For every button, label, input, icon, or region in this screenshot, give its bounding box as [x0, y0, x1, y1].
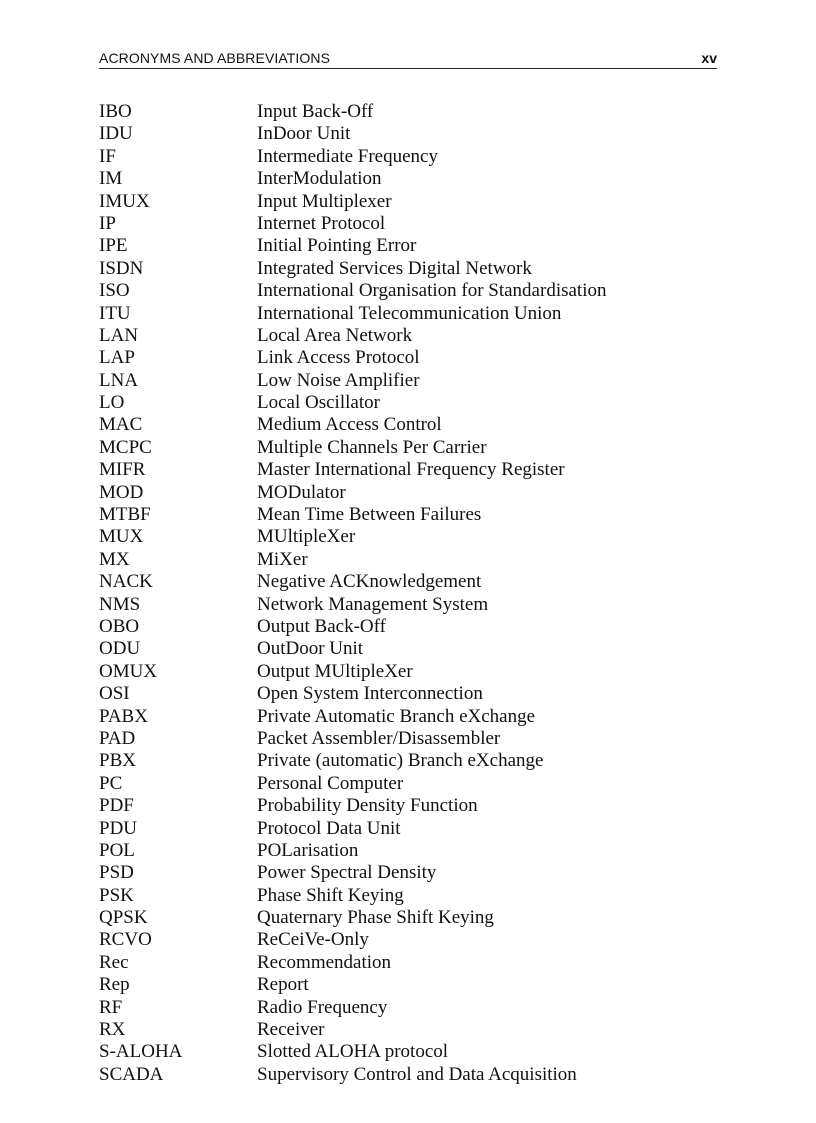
- acronym-definition: Quaternary Phase Shift Keying: [257, 907, 494, 929]
- acronym-abbreviation: PSK: [99, 884, 134, 906]
- acronym-abbreviation: IMUX: [99, 190, 150, 212]
- acronym-abbreviation: MIFR: [99, 459, 146, 481]
- acronym-entry: [99, 907, 719, 929]
- acronym-entry: [99, 101, 719, 123]
- acronym-entry: [99, 392, 719, 414]
- acronym-entry: [99, 750, 719, 772]
- acronym-abbreviation: Rep: [99, 974, 130, 996]
- acronym-abbreviation: LAP: [99, 347, 135, 369]
- acronym-abbreviation: PBX: [99, 750, 136, 772]
- acronym-definition: Receiver: [257, 1019, 325, 1041]
- acronym-definition: InterModulation: [257, 168, 382, 190]
- acronym-definition: Multiple Channels Per Carrier: [257, 436, 487, 458]
- acronym-entry: [99, 414, 719, 436]
- acronym-definition: MUltipleXer: [257, 526, 356, 548]
- acronym-definition: Packet Assembler/Disassembler: [257, 727, 501, 749]
- acronym-abbreviation: PSD: [99, 862, 134, 884]
- acronym-abbreviation: OSI: [99, 683, 130, 705]
- acronym-definition: ReCeiVe-Only: [257, 929, 369, 951]
- acronym-entry: [99, 728, 719, 750]
- acronym-definition: Input Back-Off: [257, 101, 374, 122]
- header-title: ACRONYMS AND ABBREVIATIONS: [99, 50, 331, 66]
- acronym-abbreviation: PC: [99, 772, 123, 794]
- acronym-definition: Local Area Network: [257, 324, 413, 346]
- acronym-abbreviation: NMS: [99, 593, 141, 615]
- acronym-definition: Slotted ALOHA protocol: [257, 1041, 449, 1063]
- acronym-definition: POLarisation: [257, 839, 359, 861]
- acronym-definition: Master International Frequency Register: [257, 459, 565, 481]
- acronym-definition: Medium Access Control: [257, 414, 442, 436]
- acronym-entry: [99, 258, 719, 280]
- acronym-definition: Low Noise Amplifier: [257, 369, 420, 391]
- acronym-entry: [99, 661, 719, 683]
- acronym-definition: Negative ACKnowledgement: [257, 571, 482, 593]
- acronym-abbreviation: IM: [99, 168, 123, 190]
- acronym-entry: [99, 347, 719, 369]
- acronym-abbreviation: LO: [99, 392, 125, 414]
- running-header: [99, 49, 717, 69]
- acronym-abbreviation: MX: [99, 548, 130, 570]
- acronym-entry: [99, 146, 719, 168]
- acronym-abbreviation: S-ALOHA: [99, 1041, 183, 1063]
- acronym-definition: Internet Protocol: [257, 212, 386, 234]
- acronym-entry: [99, 885, 719, 907]
- acronym-definition: Report: [257, 974, 309, 996]
- acronym-definition: Open System Interconnection: [257, 683, 483, 705]
- acronym-definition: International Telecommunication Union: [257, 302, 562, 324]
- acronym-entry: [99, 795, 719, 817]
- acronym-entry: [99, 594, 719, 616]
- acronym-abbreviation: MAC: [99, 414, 143, 436]
- acronym-abbreviation: OMUX: [99, 660, 158, 682]
- acronym-entry: [99, 840, 719, 862]
- acronym-entry: [99, 616, 719, 638]
- acronym-definition: Output Back-Off: [257, 615, 386, 637]
- acronym-definition: Phase Shift Keying: [257, 884, 404, 906]
- acronym-abbreviation: MUX: [99, 526, 144, 548]
- acronym-entry: [99, 952, 719, 974]
- acronym-entry: [99, 459, 719, 481]
- acronym-definition: Private Automatic Branch eXchange: [257, 705, 536, 727]
- acronym-abbreviation: MCPC: [99, 436, 152, 458]
- acronym-entry: [99, 213, 719, 235]
- acronym-entry: [99, 370, 719, 392]
- acronym-entry: [99, 549, 719, 571]
- acronym-definition: InDoor Unit: [257, 123, 351, 145]
- acronym-entry: [99, 862, 719, 884]
- acronym-abbreviation: POL: [99, 839, 135, 861]
- acronym-definition: MODulator: [257, 481, 346, 503]
- acronym-entry: [99, 437, 719, 459]
- acronym-entry: [99, 280, 719, 302]
- acronym-entry: [99, 191, 719, 213]
- acronym-definition: Power Spectral Density: [257, 862, 437, 884]
- acronym-abbreviation: OBO: [99, 615, 140, 637]
- acronym-entry: [99, 235, 719, 257]
- acronym-abbreviation: IPE: [99, 235, 128, 257]
- acronym-abbreviation: NACK: [99, 571, 153, 593]
- acronym-entry: [99, 974, 719, 996]
- page-number: xv: [701, 50, 717, 66]
- acronym-definition: Network Management System: [257, 593, 489, 615]
- acronym-abbreviation: PDF: [99, 795, 134, 817]
- acronym-abbreviation: IDU: [99, 123, 133, 145]
- acronym-definition: Output MUltipleXer: [257, 660, 413, 682]
- acronym-entry: [99, 526, 719, 548]
- acronym-entry: [99, 571, 719, 593]
- acronym-definition: Initial Pointing Error: [257, 235, 417, 257]
- acronym-definition: Recommendation: [257, 951, 392, 973]
- acronym-entry: [99, 325, 719, 347]
- acronym-abbreviation: RF: [99, 996, 123, 1018]
- acronym-definition: Supervisory Control and Data Acquisition: [257, 1063, 577, 1085]
- acronym-definition: Private (automatic) Branch eXchange: [257, 750, 544, 772]
- acronym-entry: [99, 303, 719, 325]
- acronym-definition: Link Access Protocol: [257, 347, 420, 369]
- acronym-abbreviation: Rec: [99, 951, 129, 973]
- acronym-entry: [99, 482, 719, 504]
- acronym-abbreviation: LNA: [99, 369, 139, 391]
- acronym-abbreviation: QPSK: [99, 907, 148, 929]
- acronym-abbreviation: PABX: [99, 705, 148, 727]
- acronym-list: [99, 101, 719, 1086]
- acronym-definition: Integrated Services Digital Network: [257, 257, 532, 279]
- acronym-abbreviation: ISO: [99, 280, 130, 302]
- acronym-definition: Mean Time Between Failures: [257, 504, 482, 526]
- acronym-entry: [99, 929, 719, 951]
- acronym-definition: Radio Frequency: [257, 996, 388, 1018]
- acronym-definition: Intermediate Frequency: [257, 145, 438, 167]
- acronym-abbreviation: IF: [99, 145, 116, 167]
- acronym-definition: Input Multiplexer: [257, 190, 392, 212]
- acronym-definition: International Organisation for Standardisation: [257, 280, 607, 302]
- acronym-definition: Local Oscillator: [257, 392, 380, 414]
- acronym-abbreviation: PAD: [99, 727, 136, 749]
- acronym-entry: [99, 638, 719, 660]
- acronym-abbreviation: ITU: [99, 302, 131, 324]
- acronym-abbreviation: ISDN: [99, 257, 144, 279]
- acronym-entry: [99, 168, 719, 190]
- acronym-abbreviation: RCVO: [99, 929, 152, 951]
- acronym-entry: [99, 504, 719, 526]
- acronym-entry: [99, 123, 719, 145]
- acronym-entry: [99, 818, 719, 840]
- acronym-abbreviation: IP: [99, 212, 116, 234]
- acronym-entry: [99, 683, 719, 705]
- acronym-abbreviation: IBO: [99, 101, 132, 122]
- acronym-entry: [99, 1019, 719, 1041]
- acronym-entry: [99, 706, 719, 728]
- acronym-definition: Personal Computer: [257, 772, 404, 794]
- acronym-abbreviation: SCADA: [99, 1063, 164, 1085]
- acronym-definition: Probability Density Function: [257, 795, 478, 817]
- acronym-abbreviation: PDU: [99, 817, 138, 839]
- acronym-abbreviation: MOD: [99, 481, 144, 503]
- acronym-entry: [99, 1064, 719, 1086]
- acronym-entry: [99, 773, 719, 795]
- acronym-definition: OutDoor Unit: [257, 638, 364, 660]
- acronym-entry: [99, 1041, 719, 1063]
- acronym-abbreviation: RX: [99, 1019, 126, 1041]
- acronym-definition: MiXer: [257, 548, 308, 570]
- acronym-abbreviation: LAN: [99, 324, 139, 346]
- acronym-abbreviation: MTBF: [99, 504, 151, 526]
- acronym-definition: Protocol Data Unit: [257, 817, 401, 839]
- acronym-abbreviation: ODU: [99, 638, 141, 660]
- acronym-entry: [99, 997, 719, 1019]
